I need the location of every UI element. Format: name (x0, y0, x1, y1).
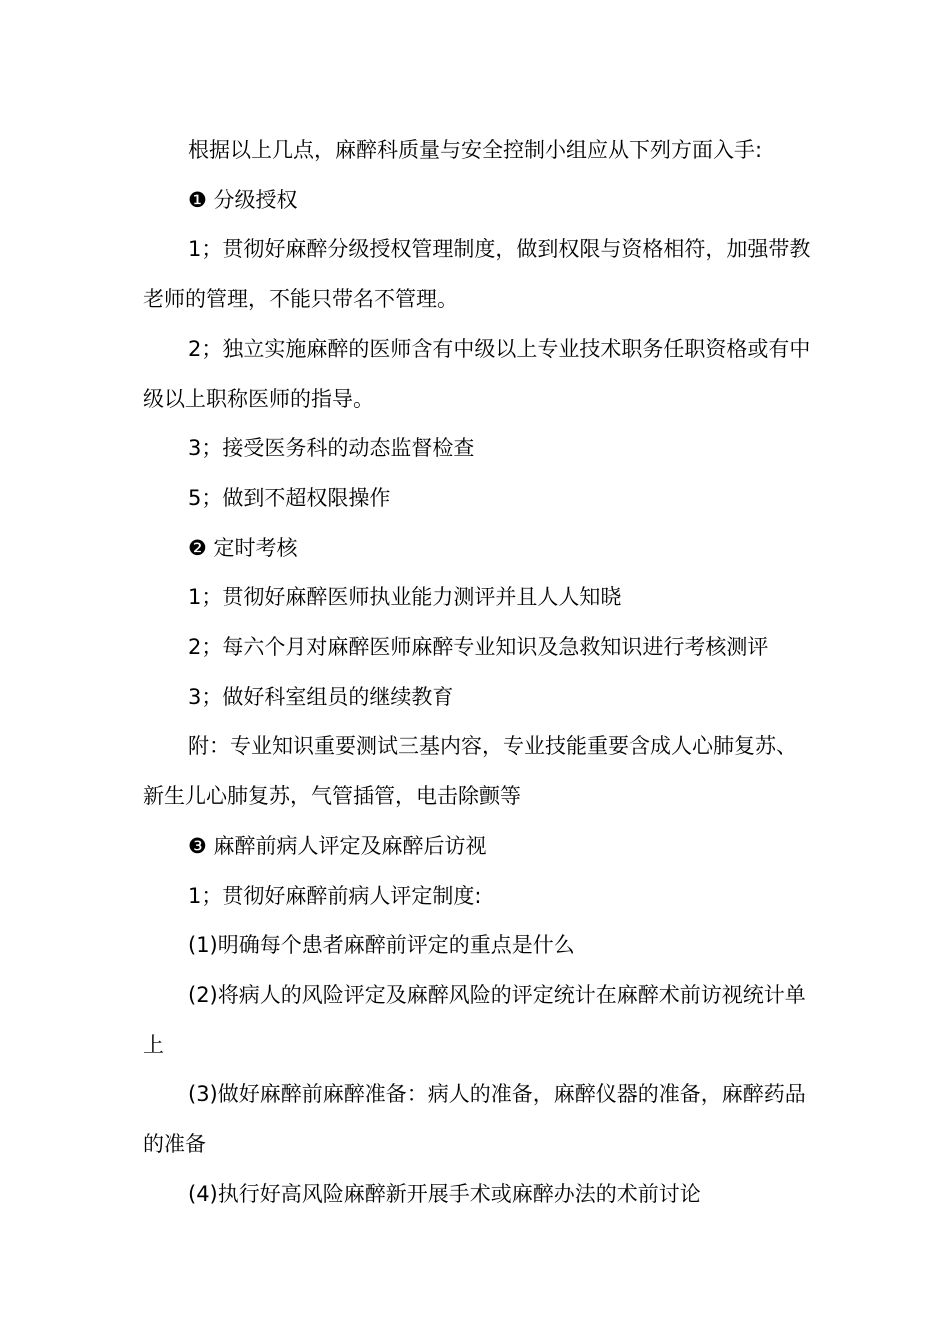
paragraph-intro: 根据以上几点，麻醉科质量与安全控制小组应从下列方面入手: (188, 138, 763, 162)
paragraph-2-3: 3；做好科室组员的继续教育 (188, 684, 454, 709)
section-heading-3: ❸ 麻醉前病人评定及麻醉后访视 (188, 833, 487, 858)
paragraph-2-2: 2；每六个月对麻醉医师麻醉专业知识及急救知识进行考核测评 (188, 635, 769, 660)
paragraph-3-1-1: (1)明确每个患者麻醉前评定的重点是什么 (188, 933, 575, 958)
paragraph-2-1: 1；贯彻好麻醉医师执业能力测评并且人人知晓 (188, 585, 622, 610)
paragraph-3-1-2: (2)将病人的风险评定及麻醉风险的评定统计在麻醉术前访视统计单上 (143, 982, 806, 1057)
document-body (143, 126, 811, 1219)
paragraph-3-1-3: (3)做好麻醉前麻醉准备：病人的准备，麻醉仪器的准备，麻醉药品的准备 (143, 1082, 806, 1157)
paragraph-3-1: 1；贯彻好麻醉前病人评定制度: (188, 883, 482, 908)
paragraph-1-1: 1；贯彻好麻醉分级授权管理制度，做到权限与资格相符，加强带教老师的管理，不能只带名不管理。 (143, 237, 811, 312)
section-heading-1: ❶ 分级授权 (188, 187, 298, 212)
section-heading-2: ❷ 定时考核 (188, 535, 298, 560)
paragraph-1-3: 3；接受医务科的动态监督检查 (188, 436, 475, 461)
paragraph-1-2: 2；独立实施麻醉的医师含有中级以上专业技术职务任职资格或有中级以上职称医师的指导。 (143, 336, 811, 411)
paragraph-3-1-4: (4)执行好高风险麻醉新开展手术或麻醉办法的术前讨论 (188, 1181, 701, 1206)
paragraph-1-5: 5；做到不超权限操作 (188, 485, 391, 510)
paragraph-appendix: 附：专业知识重要测试三基内容，专业技能重要含成人心肺复苏、新生儿心肺复苏，气管插管，电击除颤等 (143, 734, 797, 809)
